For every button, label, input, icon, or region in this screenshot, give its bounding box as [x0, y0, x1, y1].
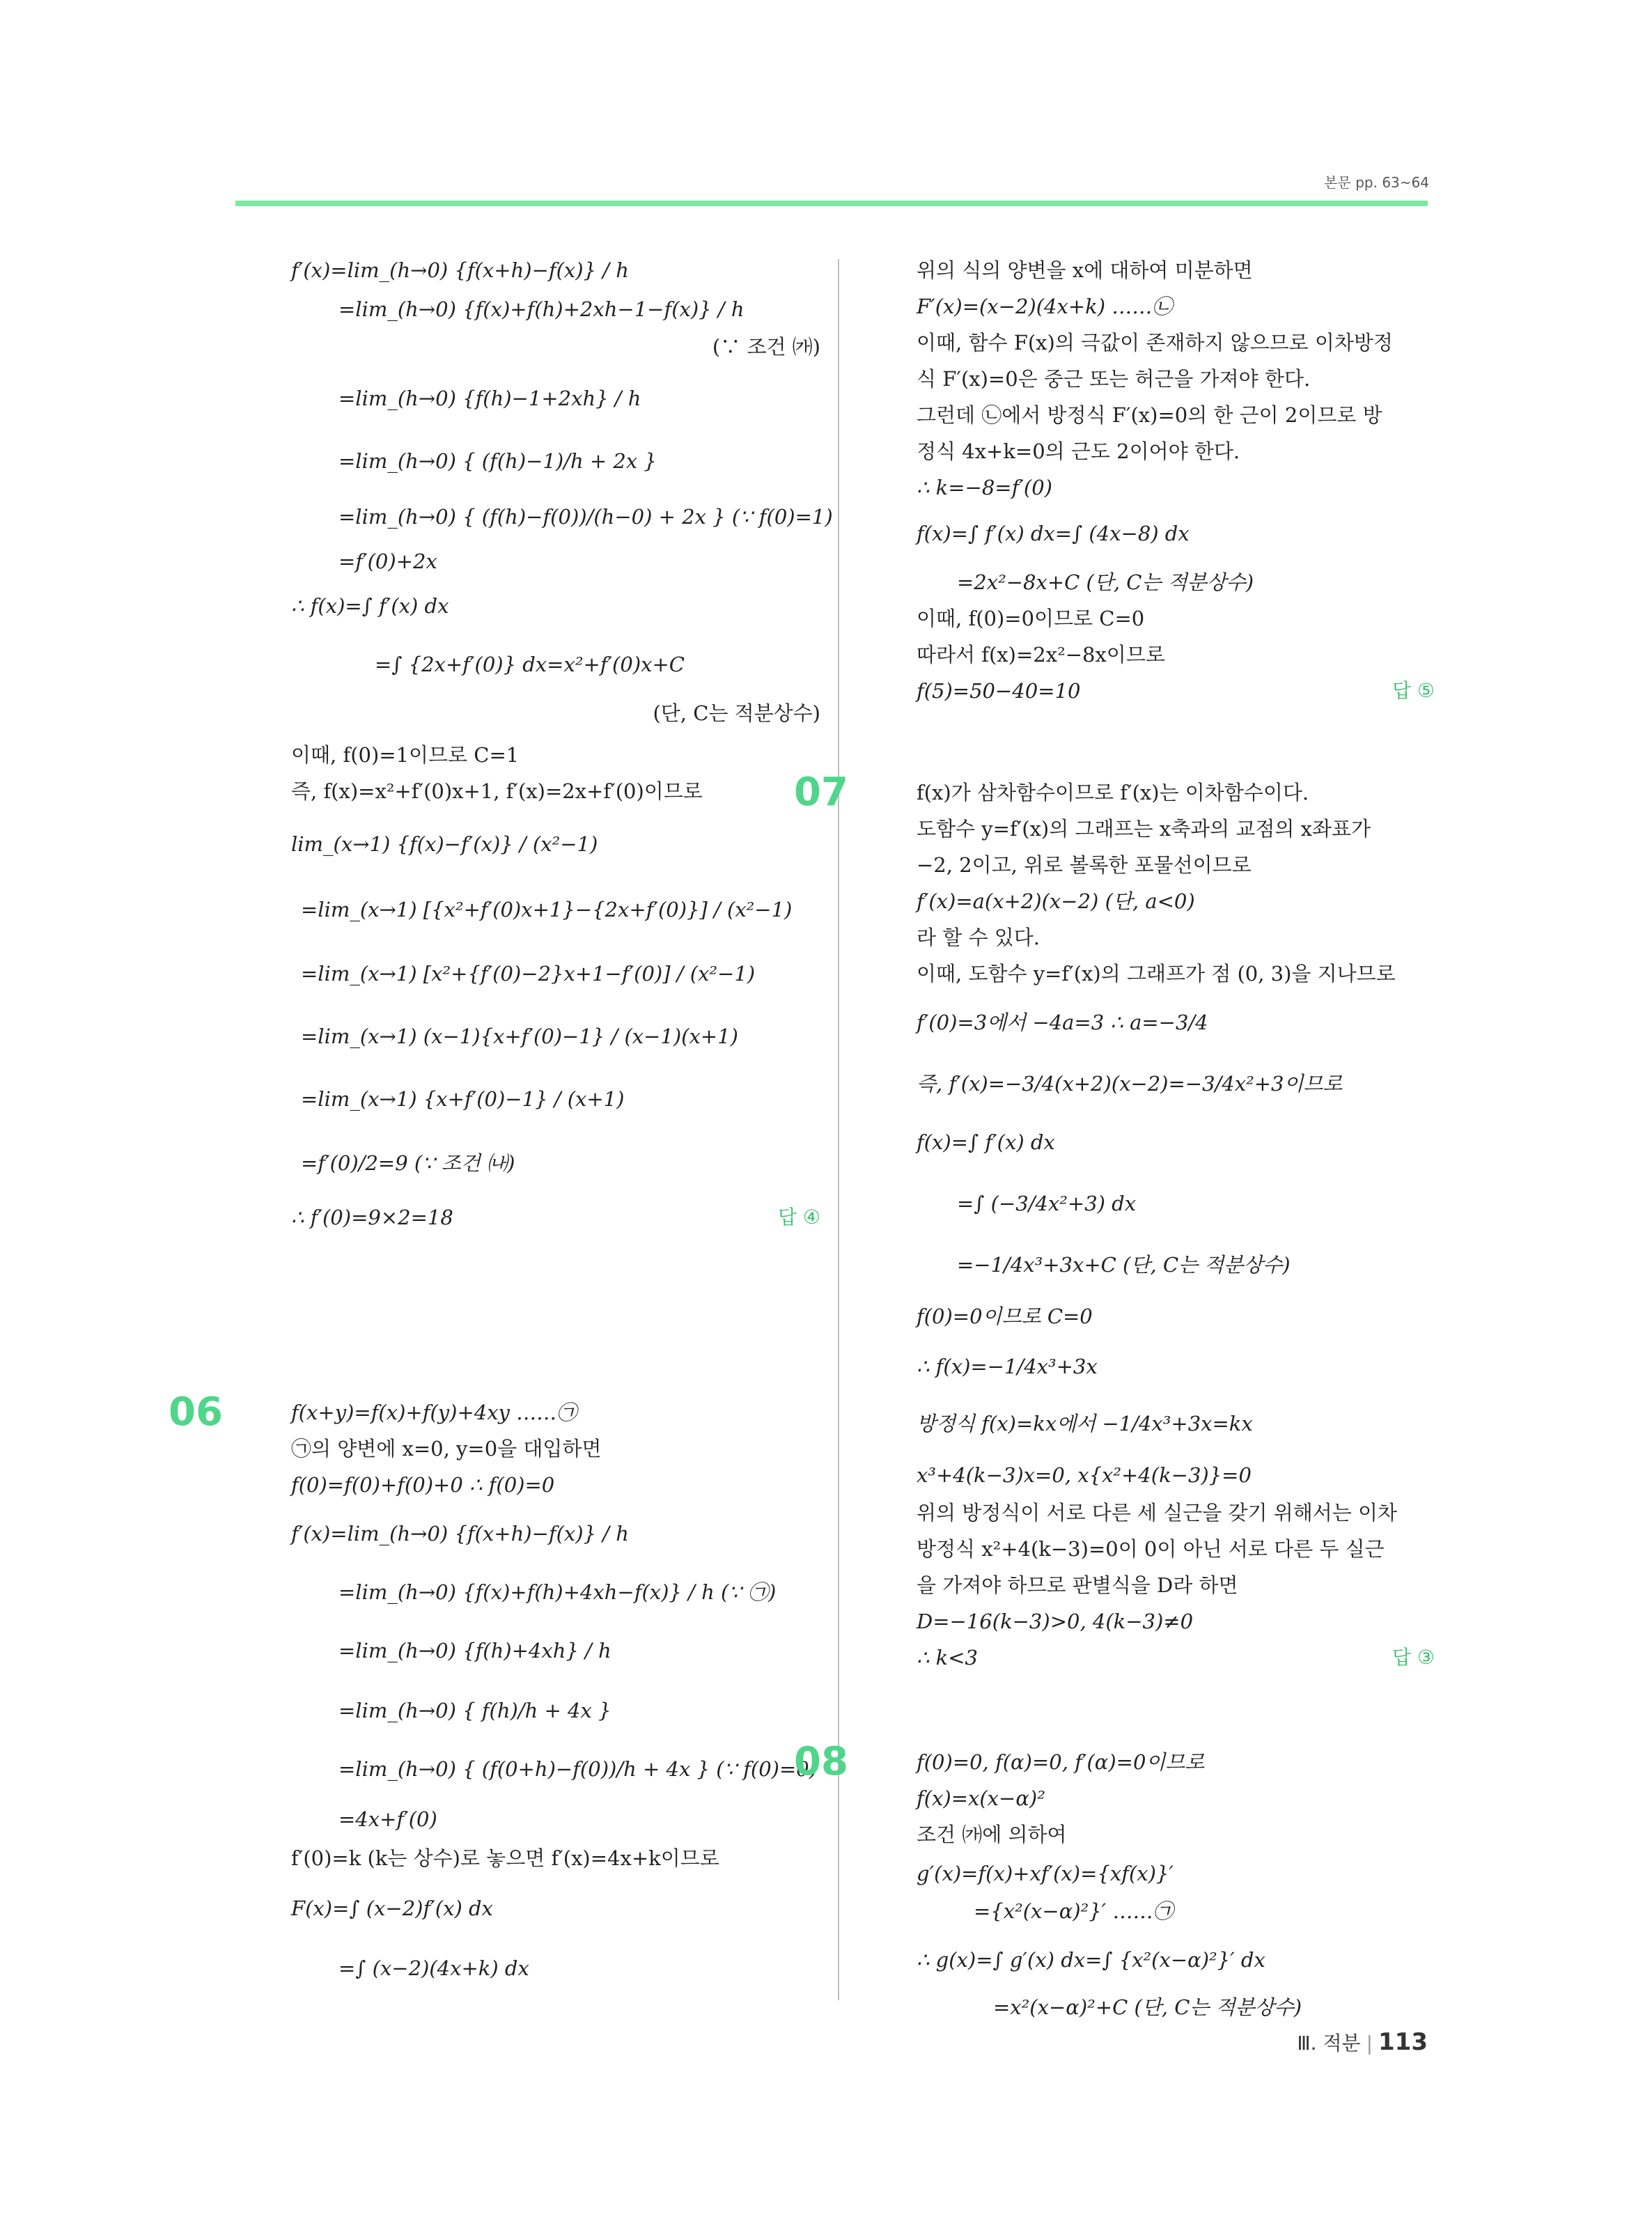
page-number: 113: [1378, 2028, 1428, 2056]
math-line: ∴ g(x)=∫ g′(x) dx=∫ {x²(x−α)²}′ dx: [917, 1948, 1265, 1972]
text-line: ㉠의 양변에 x=0, y=0을 대입하면: [291, 1437, 602, 1461]
math-line: f(5)=50−40=10: [917, 679, 1081, 703]
text-line: 식 F′(x)=0은 중근 또는 허근을 가져야 한다.: [917, 367, 1311, 391]
math-line: F′(x)=(x−2)(4x+k) ……㉡: [917, 295, 1173, 318]
text-line: 라 할 수 있다.: [917, 926, 1040, 949]
math-line: =lim_(x→1) (x−1){x+f′(0)−1} / (x−1)(x+1): [301, 1025, 738, 1048]
math-line: =f′(0)/2=9 (∵ 조건 ㈏): [301, 1151, 515, 1175]
text-line: 을 가져야 하므로 판별식을 D라 하면: [917, 1573, 1238, 1597]
answer-label: 답 ④: [777, 1206, 820, 1229]
text-line: 위의 방정식이 서로 다른 세 실근을 갖기 위해서는 이차: [917, 1501, 1398, 1525]
text-line: 이때, 함수 F(x)의 극값이 존재하지 않으므로 이차방정: [917, 331, 1393, 355]
text-line: 이때, f(0)=1이므로 C=1: [291, 743, 520, 767]
math-line: ∴ f(x)=∫ f′(x) dx: [291, 594, 449, 618]
math-line: =lim_(h→0) {f(h)−1+2xh} / h: [338, 387, 641, 410]
text-line: 방정식 x²+4(k−3)=0이 0이 아닌 서로 다른 두 실근: [917, 1537, 1385, 1561]
math-line: =lim_(h→0) {f(x)+f(h)+2xh−1−f(x)} / h: [338, 297, 745, 321]
footer-separator: |: [1366, 2032, 1373, 2055]
math-line: 방정식 f(x)=kx에서 −1/4x³+3x=kx: [917, 1412, 1253, 1435]
math-line: 즉, f′(x)=−3/4(x+2)(x−2)=−3/4x²+3이므로: [917, 1072, 1343, 1096]
math-line: f(0)=f(0)+f(0)+0 ∴ f(0)=0: [291, 1473, 555, 1497]
math-line: f(x)=∫ f′(x) dx=∫ (4x−8) dx: [917, 522, 1190, 545]
math-line: D=−16(k−3)>0, 4(k−3)≠0: [917, 1610, 1194, 1633]
math-line: f′(x)=lim_(h→0) {f(x+h)−f(x)} / h: [291, 1522, 629, 1545]
math-line: =−1/4x³+3x+C (단, C는 적분상수): [957, 1253, 1291, 1277]
math-line: f(0)=0이므로 C=0: [917, 1305, 1093, 1328]
header-rule: [235, 201, 1428, 206]
text-line: 이때, f(0)=0이므로 C=0: [917, 607, 1145, 630]
math-line: =lim_(h→0) {f(x)+f(h)+4xh−f(x)} / h (∵ ㉠): [338, 1580, 777, 1604]
text-line: f′(0)=k (k는 상수)로 놓으면 f′(x)=4x+k이므로: [291, 1846, 719, 1870]
math-line: =lim_(x→1) [x²+{f′(0)−2}x+1−f′(0)] / (x²−1): [301, 962, 756, 986]
text-line: 그런데 ㉡에서 방정식 F′(x)=0의 한 근이 2이므로 방: [917, 403, 1382, 427]
math-line: g′(x)=f(x)+xf′(x)={xf(x)}′: [917, 1862, 1174, 1885]
math-line: f′(0)=3에서 −4a=3 ∴ a=−3/4: [917, 1011, 1208, 1034]
math-line: ∴ f′(0)=9×2=18: [291, 1206, 453, 1229]
math-line: ={x²(x−α)²}′ ……㉠: [974, 1899, 1174, 1923]
math-line: =lim_(h→0) { (f(0+h)−f(0))/h + 4x } (∵ f(0)=0): [338, 1757, 818, 1781]
math-line: f′(x)=a(x+2)(x−2) (단, a<0): [917, 889, 1195, 913]
math-line: f(x+y)=f(x)+f(y)+4xy ……㉠: [291, 1401, 577, 1424]
math-line: =lim_(h→0) { f(h)/h + 4x }: [338, 1699, 611, 1722]
math-line: f(x)=x(x−α)²: [917, 1786, 1045, 1810]
text-line: 따라서 f(x)=2x²−8x이므로: [917, 643, 1165, 667]
text-line: 위의 식의 양변을 x에 대하여 미분하면: [917, 258, 1253, 282]
math-line: (단, C는 적분상수): [653, 701, 820, 725]
math-line: =4x+f′(0): [338, 1807, 437, 1831]
text-line: 조건 ㈎에 의하여: [917, 1823, 1067, 1846]
answer-label: 답 ③: [1392, 1646, 1435, 1669]
math-line: f′(x)=lim_(h→0) {f(x+h)−f(x)} / h: [291, 258, 629, 282]
math-line: =2x²−8x+C (단, C는 적분상수): [957, 570, 1254, 594]
math-line: =lim_(x→1) {x+f′(0)−1} / (x+1): [301, 1087, 625, 1111]
text-line: f(x)가 삼차함수이므로 f′(x)는 이차함수이다.: [917, 781, 1309, 804]
math-line: F(x)=∫ (x−2)f′(x) dx: [291, 1897, 493, 1920]
math-line: f(x)=∫ f′(x) dx: [917, 1130, 1055, 1154]
question-number: 08: [794, 1739, 848, 1784]
text-line: 정식 4x+k=0의 근도 2이어야 한다.: [917, 439, 1240, 463]
math-line: =lim_(h→0) {f(h)+4xh} / h: [338, 1639, 611, 1662]
math-line: =∫ (x−2)(4x+k) dx: [338, 1956, 529, 1980]
math-line: (∵ 조건 ㈎): [712, 335, 820, 359]
section-label: Ⅲ. 적분: [1297, 2032, 1361, 2055]
math-line: ∴ k=−8=f′(0): [917, 476, 1052, 499]
text-line: 도함수 y=f′(x)의 그래프는 x축과의 교점의 x좌표가: [917, 817, 1371, 841]
math-line: =lim_(x→1) [{x²+f′(0)x+1}−{2x+f′(0)}] / (x²−1): [301, 898, 793, 921]
math-line: x³+4(k−3)x=0, x{x²+4(k−3)}=0: [917, 1463, 1252, 1487]
math-line: lim_(x→1) {f(x)−f′(x)} / (x²−1): [291, 832, 598, 856]
math-line: =∫ {2x+f′(0)} dx=x²+f′(0)x+C: [375, 653, 685, 676]
question-number: 06: [169, 1389, 223, 1435]
math-line: ∴ f(x)=−1/4x³+3x: [917, 1355, 1098, 1378]
text-line: 즉, f(x)=x²+f′(0)x+1, f′(x)=2x+f′(0)이므로: [291, 779, 703, 803]
math-line: =lim_(h→0) { (f(h)−1)/h + 2x }: [338, 449, 657, 473]
math-line: f(0)=0, f(α)=0, f′(α)=0이므로: [917, 1750, 1205, 1774]
question-number: 07: [794, 770, 848, 815]
math-line: =lim_(h→0) { (f(h)−f(0))/(h−0) + 2x } (∵ f(0)=1): [338, 505, 833, 529]
math-line: ∴ k<3: [917, 1646, 978, 1669]
text-line: 이때, 도함수 y=f′(x)의 그래프가 점 (0, 3)을 지나므로: [917, 962, 1396, 986]
page-footer: [1297, 2028, 1428, 2056]
answer-label: 답 ⑤: [1392, 679, 1435, 702]
math-line: =x²(x−α)²+C (단, C는 적분상수): [993, 1995, 1302, 2019]
header-page-ref: 본문 pp. 63~64: [1324, 174, 1429, 191]
text-line: −2, 2이고, 위로 볼록한 포물선이므로: [917, 853, 1252, 877]
math-line: =∫ (−3/4x²+3) dx: [957, 1192, 1137, 1215]
math-line: =f′(0)+2x: [338, 550, 437, 573]
